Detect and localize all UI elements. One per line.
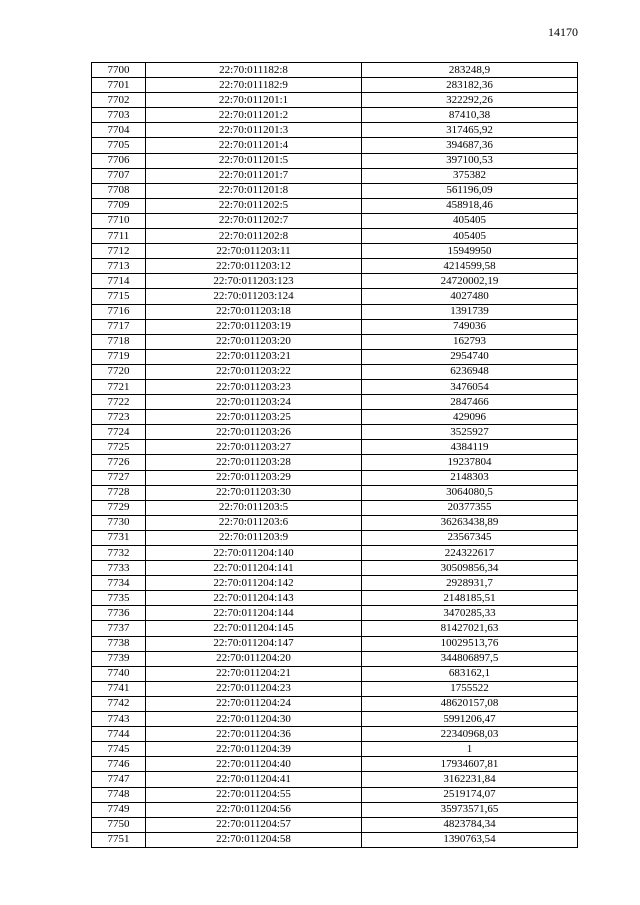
value-cell: 749036 [362, 319, 578, 334]
table-row [92, 712, 578, 727]
cadastral-number-cell: 22:70:011203:23 [146, 379, 362, 394]
cadastral-number-cell: 22:70:011202:8 [146, 229, 362, 244]
row-number-cell: 7719 [92, 349, 146, 364]
row-number-cell: 7702 [92, 93, 146, 108]
cadastral-number-cell: 22:70:011204:143 [146, 591, 362, 606]
row-number-cell: 7725 [92, 440, 146, 455]
row-number-cell: 7736 [92, 606, 146, 621]
row-number-cell: 7729 [92, 500, 146, 515]
table-row [92, 364, 578, 379]
value-cell: 1391739 [362, 304, 578, 319]
cadastral-number-cell: 22:70:011204:144 [146, 606, 362, 621]
value-cell: 405405 [362, 213, 578, 228]
table-row [92, 666, 578, 681]
cadastral-number-cell: 22:70:011204:142 [146, 576, 362, 591]
table-row [92, 742, 578, 757]
cadastral-number-cell: 22:70:011203:22 [146, 364, 362, 379]
page-number: 14170 [548, 25, 578, 39]
table-row [92, 349, 578, 364]
row-number-cell: 7751 [92, 832, 146, 847]
value-cell: 4214599,58 [362, 259, 578, 274]
row-number-cell: 7716 [92, 304, 146, 319]
table-row [92, 229, 578, 244]
row-number-cell: 7732 [92, 546, 146, 561]
value-cell: 19237804 [362, 455, 578, 470]
table-row [92, 591, 578, 606]
cadastral-number-cell: 22:70:011203:11 [146, 244, 362, 259]
row-number-cell: 7705 [92, 138, 146, 153]
cadastral-number-cell: 22:70:011202:5 [146, 198, 362, 213]
row-number-cell: 7717 [92, 319, 146, 334]
cadastral-number-cell: 22:70:011203:19 [146, 319, 362, 334]
value-cell: 162793 [362, 334, 578, 349]
value-cell: 2148185,51 [362, 591, 578, 606]
table-row [92, 515, 578, 530]
value-cell: 5991206,47 [362, 712, 578, 727]
table-row [92, 636, 578, 651]
cadastral-number-cell: 22:70:011204:30 [146, 712, 362, 727]
table-row [92, 681, 578, 696]
cadastral-number-cell: 22:70:011204:41 [146, 772, 362, 787]
table-row [92, 651, 578, 666]
row-number-cell: 7749 [92, 802, 146, 817]
row-number-cell: 7706 [92, 153, 146, 168]
row-number-cell: 7704 [92, 123, 146, 138]
value-cell: 24720002,19 [362, 274, 578, 289]
value-cell: 394687,36 [362, 138, 578, 153]
value-cell: 17934607,81 [362, 757, 578, 772]
value-cell: 683162,1 [362, 666, 578, 681]
table-row [92, 93, 578, 108]
value-cell: 81427021,63 [362, 621, 578, 636]
row-number-cell: 7709 [92, 198, 146, 213]
row-number-cell: 7703 [92, 108, 146, 123]
value-cell: 2847466 [362, 395, 578, 410]
table-row [92, 455, 578, 470]
row-number-cell: 7728 [92, 485, 146, 500]
cadastral-number-cell: 22:70:011203:9 [146, 530, 362, 545]
value-cell: 429096 [362, 410, 578, 425]
cadastral-number-cell: 22:70:011203:26 [146, 425, 362, 440]
value-cell: 3525927 [362, 425, 578, 440]
table-row [92, 304, 578, 319]
value-cell: 317465,92 [362, 123, 578, 138]
row-number-cell: 7724 [92, 425, 146, 440]
cadastral-number-cell: 22:70:011203:18 [146, 304, 362, 319]
row-number-cell: 7712 [92, 244, 146, 259]
table-row [92, 425, 578, 440]
table-row [92, 696, 578, 711]
cadastral-number-cell: 22:70:011204:21 [146, 666, 362, 681]
value-cell: 283182,36 [362, 78, 578, 93]
cadastral-number-cell: 22:70:011204:145 [146, 621, 362, 636]
value-cell: 1 [362, 742, 578, 757]
value-cell: 375382 [362, 168, 578, 183]
row-number-cell: 7707 [92, 168, 146, 183]
value-cell: 4823784,34 [362, 817, 578, 832]
cadastral-number-cell: 22:70:011203:21 [146, 349, 362, 364]
value-cell: 6236948 [362, 364, 578, 379]
cadastral-number-cell: 22:70:011204:55 [146, 787, 362, 802]
row-number-cell: 7745 [92, 742, 146, 757]
cadastral-number-cell: 22:70:011203:30 [146, 485, 362, 500]
row-number-cell: 7730 [92, 515, 146, 530]
cadastral-number-cell: 22:70:011204:147 [146, 636, 362, 651]
table-row [92, 78, 578, 93]
row-number-cell: 7733 [92, 561, 146, 576]
cadastral-number-cell: 22:70:011204:141 [146, 561, 362, 576]
cadastral-number-cell: 22:70:011203:12 [146, 259, 362, 274]
table-row [92, 546, 578, 561]
value-cell: 224322617 [362, 546, 578, 561]
cadastral-number-cell: 22:70:011182:9 [146, 78, 362, 93]
table-row [92, 213, 578, 228]
table-row [92, 530, 578, 545]
cadastral-number-cell: 22:70:011201:1 [146, 93, 362, 108]
cadastral-number-cell: 22:70:011203:29 [146, 470, 362, 485]
table-row [92, 63, 578, 78]
cadastral-number-cell: 22:70:011204:20 [146, 651, 362, 666]
cadastral-number-cell: 22:70:011204:57 [146, 817, 362, 832]
value-cell: 2148303 [362, 470, 578, 485]
table-row [92, 319, 578, 334]
table-row [92, 410, 578, 425]
row-number-cell: 7718 [92, 334, 146, 349]
value-cell: 458918,46 [362, 198, 578, 213]
cadastral-number-cell: 22:70:011201:7 [146, 168, 362, 183]
value-cell: 35973571,65 [362, 802, 578, 817]
cadastral-number-cell: 22:70:011204:40 [146, 757, 362, 772]
value-cell: 4384119 [362, 440, 578, 455]
table-row [92, 757, 578, 772]
value-cell: 4027480 [362, 289, 578, 304]
cadastral-number-cell: 22:70:011204:140 [146, 546, 362, 561]
table-row [92, 621, 578, 636]
row-number-cell: 7747 [92, 772, 146, 787]
cadastral-number-cell: 22:70:011201:4 [146, 138, 362, 153]
table-row [92, 334, 578, 349]
value-cell: 1390763,54 [362, 832, 578, 847]
cadastral-number-cell: 22:70:011203:27 [146, 440, 362, 455]
table-row [92, 183, 578, 198]
row-number-cell: 7750 [92, 817, 146, 832]
row-number-cell: 7710 [92, 213, 146, 228]
table-row [92, 274, 578, 289]
value-cell: 2954740 [362, 349, 578, 364]
row-number-cell: 7738 [92, 636, 146, 651]
cadastral-number-cell: 22:70:011201:8 [146, 183, 362, 198]
value-cell: 344806897,5 [362, 651, 578, 666]
table-body [92, 63, 578, 848]
row-number-cell: 7714 [92, 274, 146, 289]
value-cell: 36263438,89 [362, 515, 578, 530]
value-cell: 20377355 [362, 500, 578, 515]
table-row [92, 123, 578, 138]
value-cell: 3476054 [362, 379, 578, 394]
row-number-cell: 7742 [92, 696, 146, 711]
table-row [92, 832, 578, 847]
value-cell: 10029513,76 [362, 636, 578, 651]
cadastral-number-cell: 22:70:011204:23 [146, 681, 362, 696]
row-number-cell: 7735 [92, 591, 146, 606]
row-number-cell: 7731 [92, 530, 146, 545]
cadastral-number-cell: 22:70:011203:28 [146, 455, 362, 470]
value-cell: 22340968,03 [362, 727, 578, 742]
table-row [92, 727, 578, 742]
value-cell: 87410,38 [362, 108, 578, 123]
table-row [92, 440, 578, 455]
cadastral-number-cell: 22:70:011203:25 [146, 410, 362, 425]
table-row [92, 576, 578, 591]
cadastral-number-cell: 22:70:011203:5 [146, 500, 362, 515]
cadastral-number-cell: 22:70:011203:24 [146, 395, 362, 410]
table-row [92, 379, 578, 394]
row-number-cell: 7739 [92, 651, 146, 666]
table-row [92, 168, 578, 183]
cadastral-number-cell: 22:70:011203:20 [146, 334, 362, 349]
table-row [92, 108, 578, 123]
cadastral-number-cell: 22:70:011182:8 [146, 63, 362, 78]
value-cell: 48620157,08 [362, 696, 578, 711]
cadastral-number-cell: 22:70:011204:36 [146, 727, 362, 742]
row-number-cell: 7701 [92, 78, 146, 93]
row-number-cell: 7748 [92, 787, 146, 802]
row-number-cell: 7741 [92, 681, 146, 696]
row-number-cell: 7734 [92, 576, 146, 591]
cadastral-number-cell: 22:70:011203:123 [146, 274, 362, 289]
row-number-cell: 7722 [92, 395, 146, 410]
value-cell: 3162231,84 [362, 772, 578, 787]
value-cell: 3470285,33 [362, 606, 578, 621]
value-cell: 561196,09 [362, 183, 578, 198]
table-row [92, 500, 578, 515]
row-number-cell: 7727 [92, 470, 146, 485]
table-row [92, 153, 578, 168]
cadastral-number-cell: 22:70:011204:24 [146, 696, 362, 711]
value-cell: 30509856,34 [362, 561, 578, 576]
row-number-cell: 7746 [92, 757, 146, 772]
value-cell: 405405 [362, 229, 578, 244]
table-row [92, 470, 578, 485]
value-cell: 322292,26 [362, 93, 578, 108]
value-cell: 2928931,7 [362, 576, 578, 591]
row-number-cell: 7711 [92, 229, 146, 244]
table-row [92, 289, 578, 304]
row-number-cell: 7743 [92, 712, 146, 727]
row-number-cell: 7700 [92, 63, 146, 78]
table-row [92, 817, 578, 832]
cadastral-number-cell: 22:70:011201:2 [146, 108, 362, 123]
row-number-cell: 7715 [92, 289, 146, 304]
cadastral-number-cell: 22:70:011203:6 [146, 515, 362, 530]
row-number-cell: 7723 [92, 410, 146, 425]
row-number-cell: 7744 [92, 727, 146, 742]
table-row [92, 772, 578, 787]
row-number-cell: 7721 [92, 379, 146, 394]
table-row [92, 244, 578, 259]
value-cell: 283248,9 [362, 63, 578, 78]
cadastral-number-cell: 22:70:011201:5 [146, 153, 362, 168]
table-row [92, 606, 578, 621]
row-number-cell: 7726 [92, 455, 146, 470]
cadastral-number-cell: 22:70:011203:124 [146, 289, 362, 304]
row-number-cell: 7720 [92, 364, 146, 379]
cadastral-table [91, 62, 578, 848]
value-cell: 2519174,07 [362, 787, 578, 802]
table-row [92, 395, 578, 410]
table-row [92, 198, 578, 213]
table-row [92, 259, 578, 274]
value-cell: 15949950 [362, 244, 578, 259]
table-row [92, 787, 578, 802]
cadastral-number-cell: 22:70:011202:7 [146, 213, 362, 228]
row-number-cell: 7708 [92, 183, 146, 198]
cadastral-number-cell: 22:70:011201:3 [146, 123, 362, 138]
value-cell: 23567345 [362, 530, 578, 545]
cadastral-number-cell: 22:70:011204:56 [146, 802, 362, 817]
row-number-cell: 7713 [92, 259, 146, 274]
cadastral-number-cell: 22:70:011204:39 [146, 742, 362, 757]
cadastral-number-cell: 22:70:011204:58 [146, 832, 362, 847]
value-cell: 397100,53 [362, 153, 578, 168]
table-row [92, 561, 578, 576]
table-row [92, 138, 578, 153]
row-number-cell: 7740 [92, 666, 146, 681]
table-row [92, 802, 578, 817]
value-cell: 3064080,5 [362, 485, 578, 500]
value-cell: 1755522 [362, 681, 578, 696]
row-number-cell: 7737 [92, 621, 146, 636]
table-row [92, 485, 578, 500]
